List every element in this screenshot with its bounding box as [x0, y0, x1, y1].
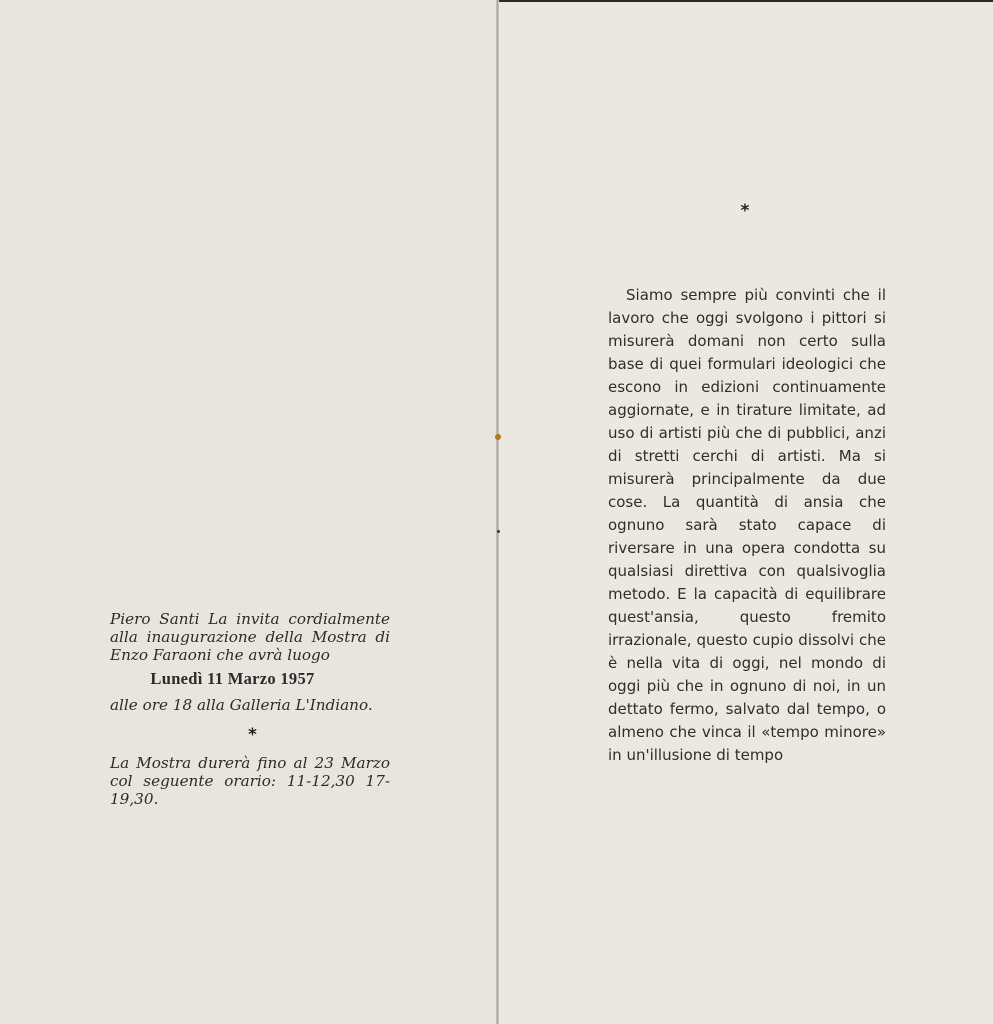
center-fold — [496, 0, 499, 1024]
exhibition-schedule: La Mostra durerà fino al 23 Marzo col seguente orario: 11-12,30 17-19,30. — [110, 754, 390, 808]
essay-paragraph: Siamo sempre più convinti che il lavoro che oggi svolgono i pittori si misurerà domani non certo sulla base di quei formulari ideologici che escono in edizioni continuamente aggiornate, e in tirature limitate, ad uso di artisti più che di pubblici, anzi di stretti cerchi di artisti. Ma si misurerà principalmente da due cose. La quantità di ansia che ognuno sarà stato capace di riversare in una opera condotta su qualsiasi direttiva con qualsivoglia metodo. E la capacità di equilibrare quest'ansia, questo fremito irrazionale, questo cupio dissolvi che è nella vita di oggi, nel mondo di oggi più che in ognuno di noi, in un dettato fermo, salvato dal tempo, o almeno che vinca il «tempo minore» in un'illusione di tempo — [608, 286, 886, 764]
invitation-block — [110, 610, 390, 808]
invitation-text: Piero Santi La invita cordialmente alla inaugurazione della Mostra di Enzo Faraoni che avrà luogo — [110, 610, 390, 664]
asterisk-ornament: * — [740, 201, 750, 221]
paper-mark — [497, 530, 500, 533]
event-date: Lunedì 11 Marzo 1957 — [150, 669, 315, 688]
event-location: alle ore 18 alla Galleria L'Indiano. — [110, 696, 373, 714]
paper-stain — [495, 434, 501, 440]
asterisk-separator: * — [248, 725, 257, 745]
